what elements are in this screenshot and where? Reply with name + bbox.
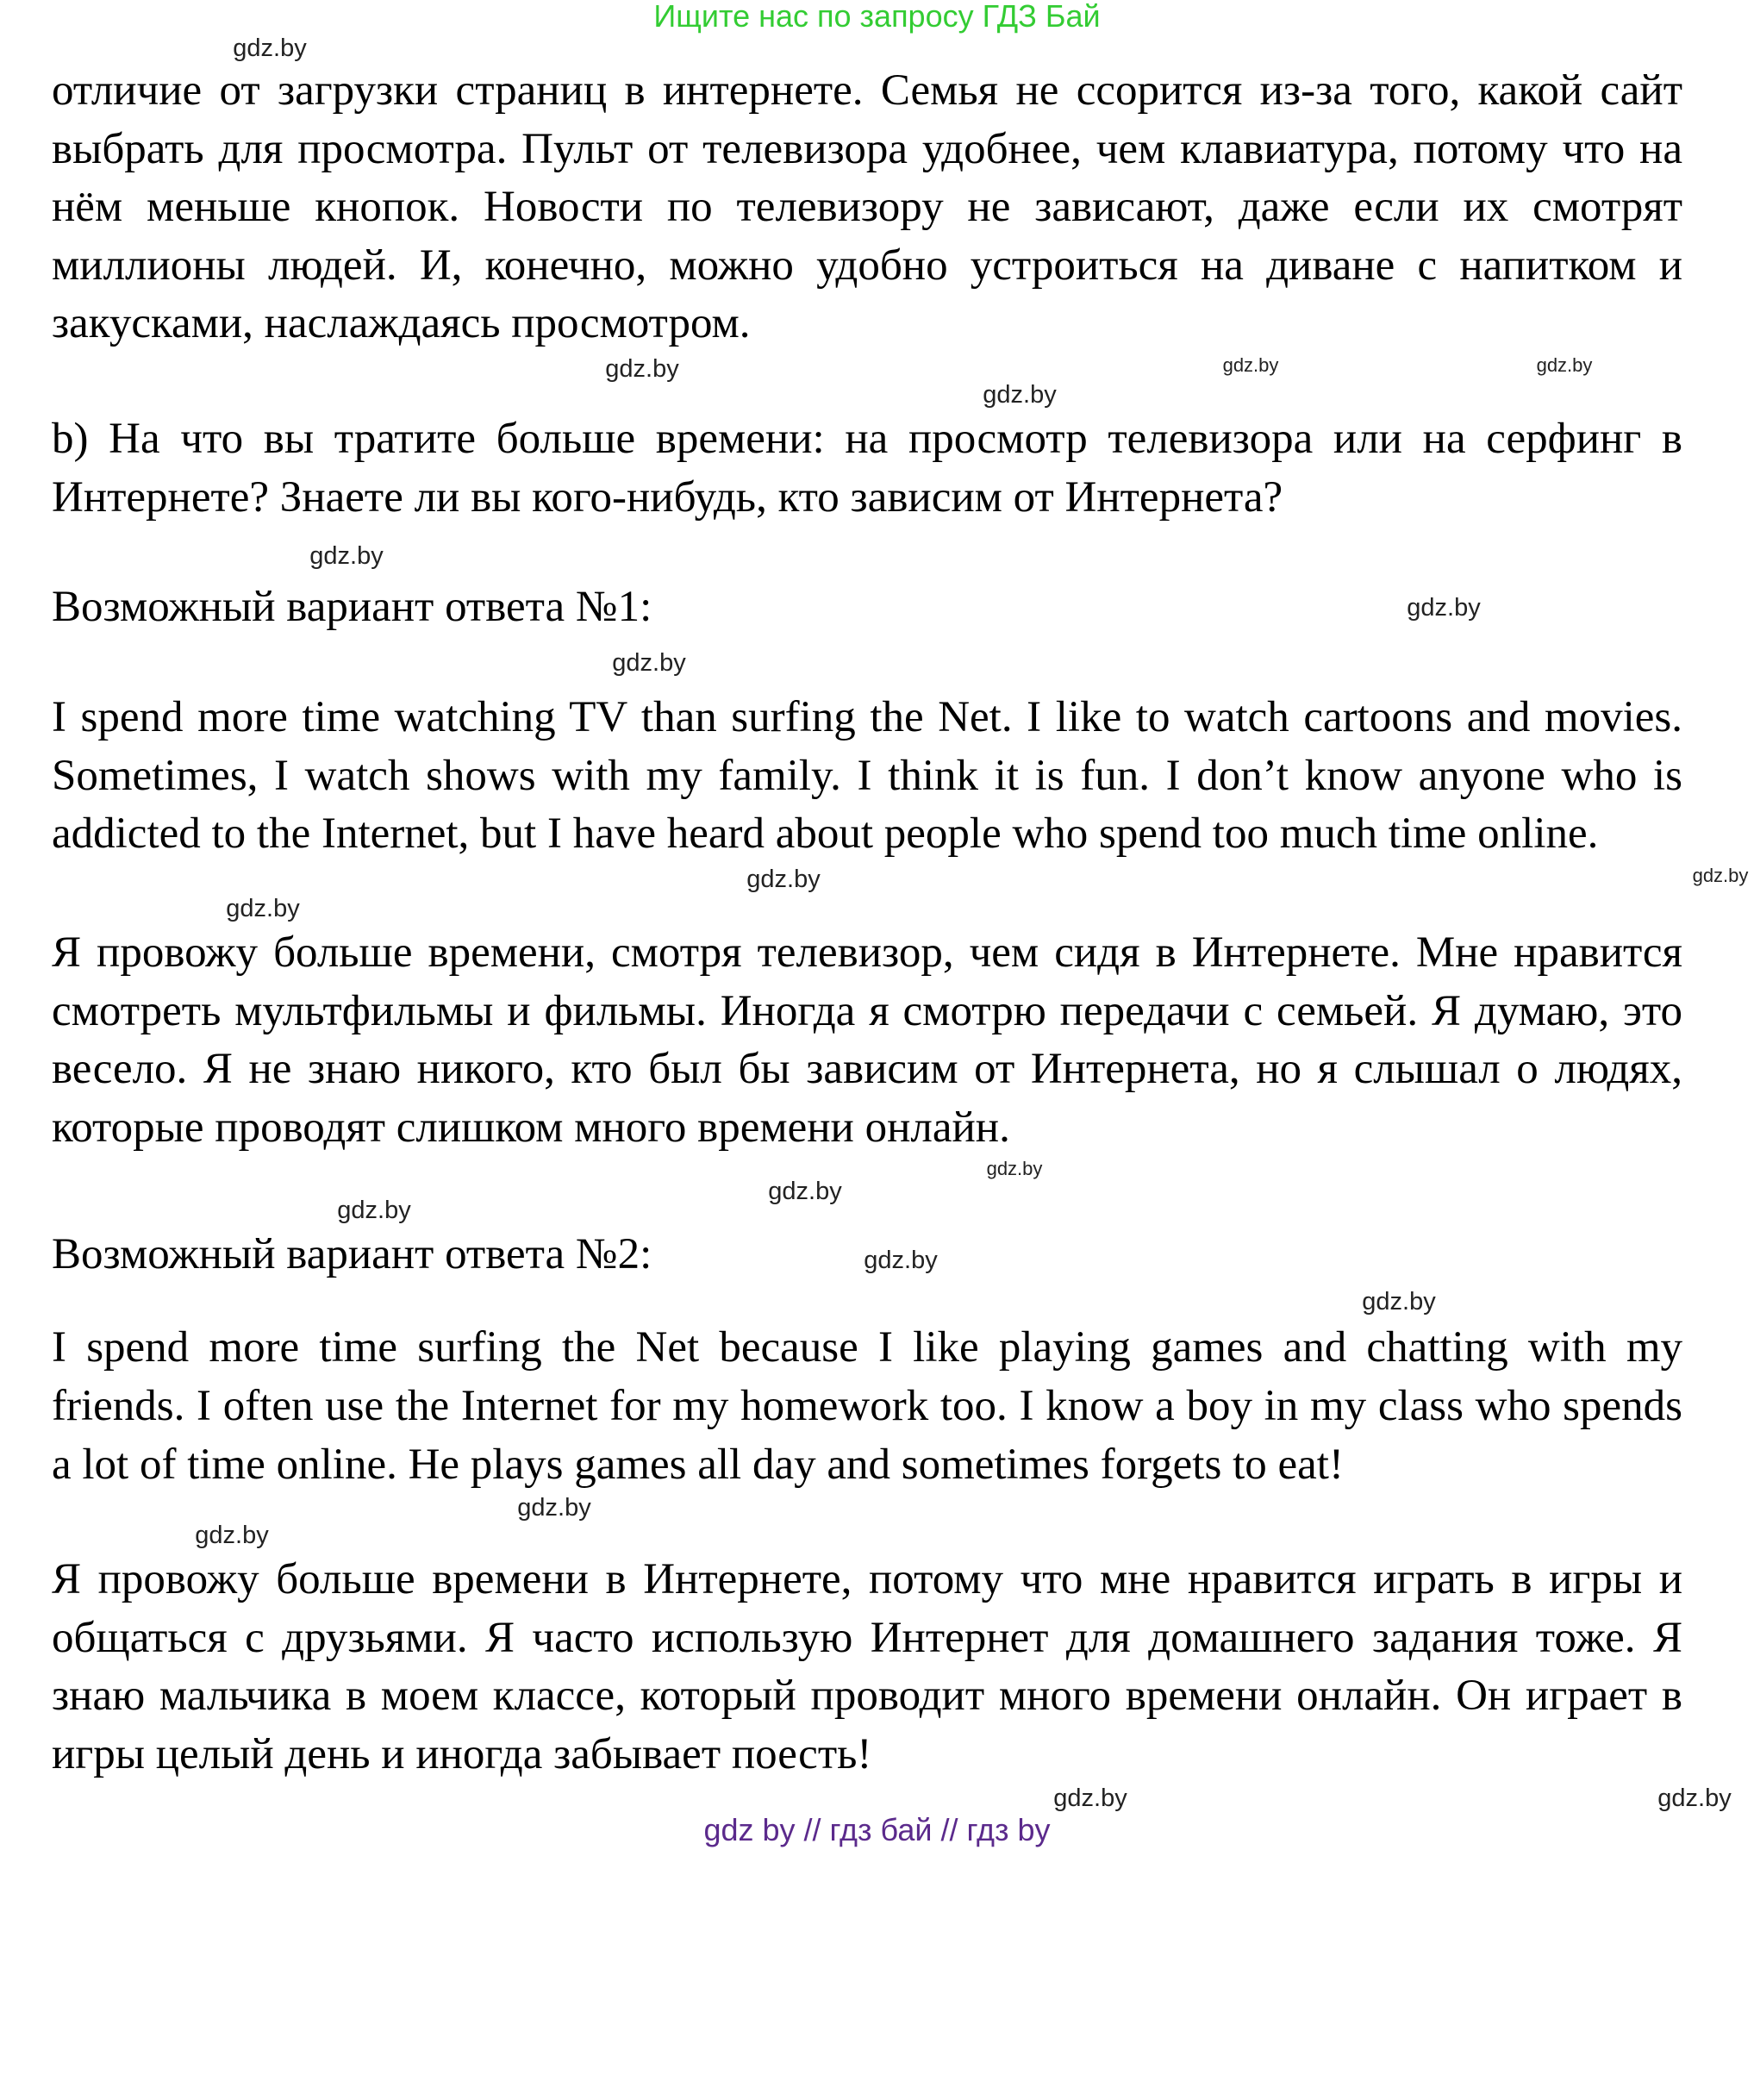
watermark-row [0,527,1754,578]
answer1-heading-row [0,578,1754,637]
watermark-row [0,637,1754,689]
watermark-row [0,34,1754,62]
watermark-row [0,864,1754,924]
watermark: gdz.by [746,865,821,893]
watermark: gdz.by [1657,1784,1732,1813]
watermark: gdz.by [1222,353,1279,376]
watermark: gdz.by [226,894,300,922]
watermark: gdz.by [605,354,679,383]
question-b: b) На что вы тратите больше времени: на просмотр телевизора или на серфинг в Интернете? Знаете ли вы кого-нибудь, кто зависим от Интернета? [52,414,1682,522]
answer2-russian: Я провожу больше времени в Интернете, потому что мне нравится играть в игры и общаться с друзьями. Я часто использую Интернет для домашнего задания тоже. Я знаю мальчика в моем классе, который проводит много времени онлайн. Он играет в игры целый день и иногда забывает поесть! [52,1555,1682,1778]
watermark-row [0,1284,1754,1319]
watermark: gdz.by [1536,353,1593,376]
footer-banner: gdz by // гдз бай // гдз by [703,1812,1051,1848]
watermark-row [0,1784,1754,1813]
answer2-heading-text: Возможный вариант ответа №2: [52,1230,652,1279]
watermark: gdz.by [1362,1288,1436,1316]
watermark-row [0,353,1754,410]
answer1-russian: Я провожу больше времени, смотря телевизор, чем сидя в Интернете. Мне нравится смотреть мультфильмы и фильмы. Иногда я смотрю передачи с семьей. Я думаю, это весело. Я не знаю никого, кто был бы зависим от Интернета, но я слышал о людях, которые проводят слишком много времени онлайн. [52,928,1682,1152]
intro-paragraph: отличие от загрузки страниц в интернете. Семья не ссорится из-за того, какой сайт выбрать для просмотра. Пульт от телевизора удобнее, чем клавиатура, потому что на нём меньше кнопок. Новости по телевизору не зависают, даже если их смотрят миллионы людей. И, конечно, можно удобно устроиться на диване с напитком и закусками, наслаждаясь просмотром. [52,66,1682,348]
watermark: gdz.by [768,1178,842,1206]
watermark: gdz.by [1692,864,1749,886]
watermark: gdz.by [337,1197,411,1225]
watermark-row [0,1157,1754,1226]
watermark: gdz.by [1053,1784,1127,1813]
watermark: gdz.by [309,542,384,571]
watermark: gdz.by [233,34,307,62]
watermark: gdz.by [983,380,1057,409]
watermark: gdz.by [986,1158,1043,1180]
answer1-english: I spend more time watching TV than surfing the Net. I like to watch cartoons and movies. Sometimes, I watch shows with my family. I think it is fun. I don’t know anyone who is addicted to the Internet, but I have heard about people who spend too much time online. [52,693,1682,859]
answer2-english: I spend more time surfing the Net because I like playing games and chatting with my friends. I often use the Internet for my homework too. I know a boy in my class who spends a lot of time online. He plays games all day and sometimes forgets to eat! [52,1323,1682,1489]
answer2-heading-row [0,1226,1754,1284]
watermark: gdz.by [517,1494,591,1522]
answer1-heading-text: Возможный вариант ответа №1: [52,583,652,632]
search-banner: Ищите нас по запросу ГДЗ Бай [653,0,1101,34]
watermark-row [0,1494,1754,1551]
watermark: gdz.by [612,649,686,678]
watermark: gdz.by [195,1522,269,1550]
watermark: gdz.by [864,1247,938,1275]
watermark: gdz.by [1407,594,1481,622]
